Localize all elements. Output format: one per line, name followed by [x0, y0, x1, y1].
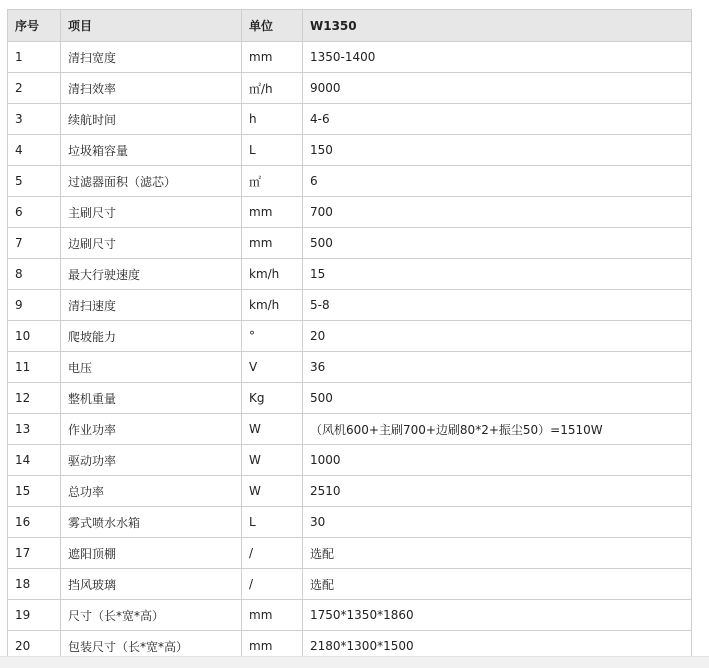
- cell-unit: /: [242, 569, 303, 600]
- cell-index: 3: [8, 104, 61, 135]
- cell-index: 14: [8, 445, 61, 476]
- cell-index: 19: [8, 600, 61, 631]
- cell-value: 6: [303, 166, 692, 197]
- cell-index: 12: [8, 383, 61, 414]
- cell-value: 2180*1300*1500: [303, 631, 692, 662]
- cell-item: 清扫速度: [61, 290, 242, 321]
- cell-unit: mm: [242, 42, 303, 73]
- cell-value: 4-6: [303, 104, 692, 135]
- cell-value: 1750*1350*1860: [303, 600, 692, 631]
- cell-item: 最大行驶速度: [61, 259, 242, 290]
- table-row: [8, 321, 692, 352]
- table-row: [8, 600, 692, 631]
- cell-index: 9: [8, 290, 61, 321]
- cell-index: 7: [8, 228, 61, 259]
- spec-table: [7, 9, 692, 662]
- cell-unit: V: [242, 352, 303, 383]
- cell-item: 过滤器面积（滤芯）: [61, 166, 242, 197]
- table-row: [8, 414, 692, 445]
- cell-unit: mm: [242, 228, 303, 259]
- table-row: [8, 197, 692, 228]
- cell-item: 包装尺寸（长*宽*高）: [61, 631, 242, 662]
- cell-item: 清扫效率: [61, 73, 242, 104]
- table-row: [8, 476, 692, 507]
- cell-value: 30: [303, 507, 692, 538]
- cell-unit: mm: [242, 631, 303, 662]
- cell-item: 驱动功率: [61, 445, 242, 476]
- cell-unit: km/h: [242, 290, 303, 321]
- table-row: [8, 352, 692, 383]
- cell-index: 16: [8, 507, 61, 538]
- cell-index: 11: [8, 352, 61, 383]
- cell-index: 10: [8, 321, 61, 352]
- cell-item: 雾式喷水水箱: [61, 507, 242, 538]
- cell-value: 500: [303, 228, 692, 259]
- cell-index: 20: [8, 631, 61, 662]
- cell-item: 主刷尺寸: [61, 197, 242, 228]
- cell-item: 作业功率: [61, 414, 242, 445]
- table-row: [8, 507, 692, 538]
- table-row: [8, 290, 692, 321]
- cell-unit: mm: [242, 197, 303, 228]
- cell-index: 13: [8, 414, 61, 445]
- table-row: [8, 445, 692, 476]
- cell-item: 清扫宽度: [61, 42, 242, 73]
- cell-unit: ㎡: [242, 166, 303, 197]
- table-row: [8, 259, 692, 290]
- table-row: [8, 569, 692, 600]
- cell-value: 36: [303, 352, 692, 383]
- cell-item: 尺寸（长*宽*高）: [61, 600, 242, 631]
- cell-index: 1: [8, 42, 61, 73]
- cell-index: 17: [8, 538, 61, 569]
- cell-item: 电压: [61, 352, 242, 383]
- table-body: [8, 42, 692, 662]
- cell-value: 1000: [303, 445, 692, 476]
- cell-unit: /: [242, 538, 303, 569]
- table-row: [8, 42, 692, 73]
- cell-value: 500: [303, 383, 692, 414]
- cell-index: 8: [8, 259, 61, 290]
- cell-value: （风机600+主刷700+边刷80*2+振尘50）=1510W: [303, 414, 692, 445]
- cell-value: 700: [303, 197, 692, 228]
- cell-item: 挡风玻璃: [61, 569, 242, 600]
- cell-value: 1350-1400: [303, 42, 692, 73]
- cell-item: 整机重量: [61, 383, 242, 414]
- cell-index: 15: [8, 476, 61, 507]
- cell-unit: °: [242, 321, 303, 352]
- cell-value: 5-8: [303, 290, 692, 321]
- cell-value: 选配: [303, 569, 692, 600]
- cell-index: 6: [8, 197, 61, 228]
- table-row: [8, 73, 692, 104]
- cell-unit: h: [242, 104, 303, 135]
- table-row: [8, 383, 692, 414]
- cell-item: 垃圾箱容量: [61, 135, 242, 166]
- header-model: W1350: [303, 10, 692, 42]
- table-row: [8, 135, 692, 166]
- cell-item: 续航时间: [61, 104, 242, 135]
- header-unit: 单位: [242, 10, 303, 42]
- cell-value: 9000: [303, 73, 692, 104]
- header-item: 项目: [61, 10, 242, 42]
- cell-unit: W: [242, 445, 303, 476]
- table-row: [8, 538, 692, 569]
- cell-value: 20: [303, 321, 692, 352]
- table-row: [8, 104, 692, 135]
- cell-unit: L: [242, 135, 303, 166]
- cell-item: 遮阳顶棚: [61, 538, 242, 569]
- cell-value: 2510: [303, 476, 692, 507]
- cell-unit: W: [242, 414, 303, 445]
- table-header-row: [8, 10, 692, 42]
- cell-unit: km/h: [242, 259, 303, 290]
- cell-unit: W: [242, 476, 303, 507]
- cell-unit: Kg: [242, 383, 303, 414]
- cell-unit: mm: [242, 600, 303, 631]
- horizontal-scrollbar[interactable]: [0, 656, 709, 668]
- table-row: [8, 166, 692, 197]
- cell-item: 边刷尺寸: [61, 228, 242, 259]
- cell-item: 总功率: [61, 476, 242, 507]
- cell-index: 2: [8, 73, 61, 104]
- cell-index: 18: [8, 569, 61, 600]
- cell-index: 5: [8, 166, 61, 197]
- header-index: 序号: [8, 10, 61, 42]
- cell-item: 爬坡能力: [61, 321, 242, 352]
- cell-unit: ㎡/h: [242, 73, 303, 104]
- table-row: [8, 228, 692, 259]
- cell-unit: L: [242, 507, 303, 538]
- cell-value: 15: [303, 259, 692, 290]
- cell-value: 选配: [303, 538, 692, 569]
- cell-index: 4: [8, 135, 61, 166]
- cell-value: 150: [303, 135, 692, 166]
